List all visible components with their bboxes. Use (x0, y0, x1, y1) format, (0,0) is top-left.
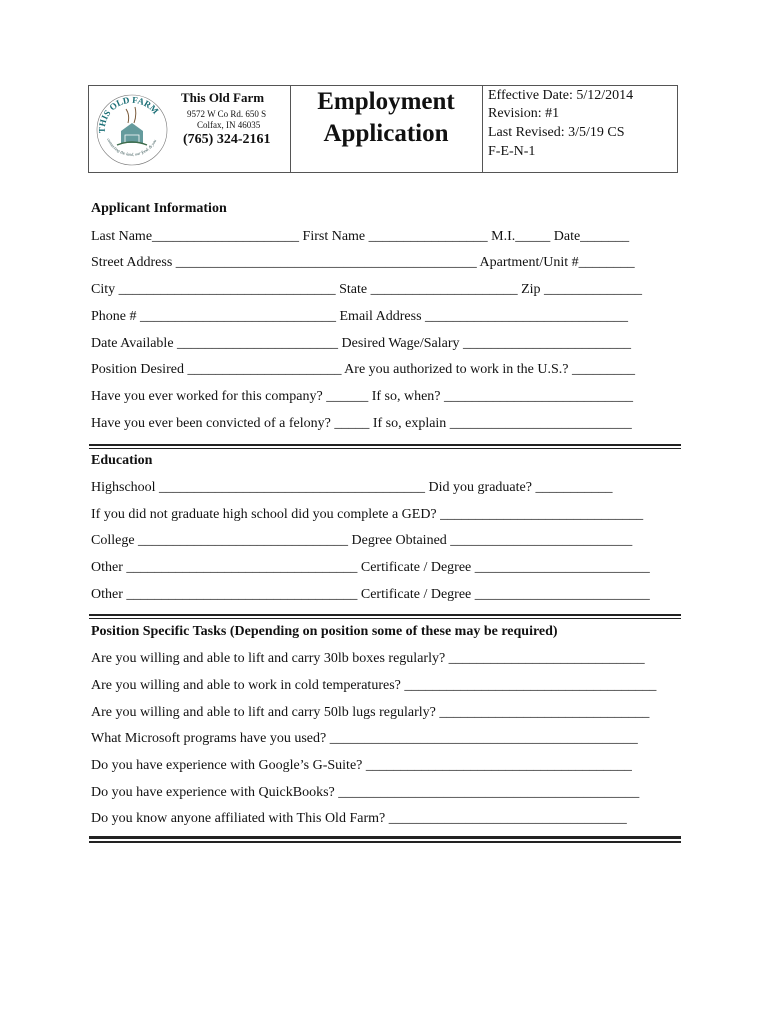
position-authorization-fields[interactable]: Position Desired ______________________ Are you authorized to work in the U.S.? _________ (91, 362, 636, 377)
quickbooks-question[interactable]: Do you have experience with QuickBooks? ___________________________________________ (91, 785, 640, 800)
ged-field[interactable]: If you did not graduate high school did you complete a GED? _____________________________ (91, 507, 644, 522)
other-education-fields-2[interactable]: Other _________________________________ Certificate / Degree _________________________ (91, 587, 650, 602)
microsoft-programs-question[interactable]: What Microsoft programs have you used? ____________________________________________ (91, 731, 638, 746)
farm-logo (95, 93, 169, 167)
highschool-fields[interactable]: Highschool ______________________________________ Did you graduate? ___________ (91, 480, 613, 495)
document-title-line2: Application (323, 120, 449, 147)
form-end-divider (89, 836, 681, 843)
felony-fields[interactable]: Have you ever been convicted of a felony? _____ If so, explain __________________________ (91, 416, 632, 431)
company-address-line1: 9572 W Co Rd. 650 S (187, 109, 267, 119)
title-cell (290, 86, 483, 172)
phone-email-fields[interactable]: Phone # ____________________________ Email Address _____________________________ (91, 309, 629, 324)
document-title-line1: Employment (317, 88, 455, 115)
college-fields[interactable]: College ______________________________ Degree Obtained __________________________ (91, 533, 633, 548)
tasks-section-title: Position Specific Tasks (Depending on position some of these may be required) (91, 624, 558, 639)
logo-text: THIS OLD FARM (96, 94, 161, 134)
logo-subtext: connecting the land, our food, & you (106, 137, 158, 157)
company-address-line2: Colfax, IN 46035 (197, 120, 261, 130)
street-address-fields[interactable]: Street Address ___________________________________________ Apartment/Unit #________ (91, 255, 635, 270)
lift-50lb-question[interactable]: Are you willing and able to lift and carry 50lb lugs regularly? ______________________________ (91, 705, 650, 720)
section-divider (89, 614, 681, 619)
form-header (88, 85, 678, 173)
other-education-fields-1[interactable]: Other _________________________________ Certificate / Degree _________________________ (91, 560, 650, 575)
applicant-section-title: Applicant Information (91, 201, 227, 216)
revision: Revision: #1 (488, 106, 560, 121)
name-fields[interactable]: Last Name_____________________ First Name _________________ M.I._____ Date_______ (91, 229, 630, 244)
education-section-title: Education (91, 453, 153, 468)
form-id: F-E-N-1 (488, 144, 536, 159)
lift-30lb-question[interactable]: Are you willing and able to lift and carry 30lb boxes regularly? ____________________________ (91, 651, 645, 666)
last-revised: Last Revised: 3/5/19 CS (488, 125, 625, 140)
affiliation-question[interactable]: Do you know anyone affiliated with This Old Farm? __________________________________ (91, 811, 627, 826)
company-phone: (765) 324-2161 (183, 132, 271, 147)
section-divider (89, 444, 681, 449)
gsuite-question[interactable]: Do you have experience with Google’s G-Suite? ______________________________________ (91, 758, 632, 773)
effective-date: Effective Date: 5/12/2014 (488, 88, 634, 103)
company-name: This Old Farm (181, 90, 265, 105)
city-state-zip-fields[interactable]: City _______________________________ State _____________________ Zip ______________ (91, 282, 643, 297)
previous-employment-fields[interactable]: Have you ever worked for this company? ______ If so, when? ___________________________ (91, 389, 634, 404)
company-info-cell (89, 86, 291, 172)
availability-wage-fields[interactable]: Date Available _______________________ Desired Wage/Salary ________________________ (91, 336, 631, 351)
revision-info-cell (482, 86, 677, 172)
cold-temperatures-question[interactable]: Are you willing and able to work in cold temperatures? ____________________________________ (91, 678, 657, 693)
